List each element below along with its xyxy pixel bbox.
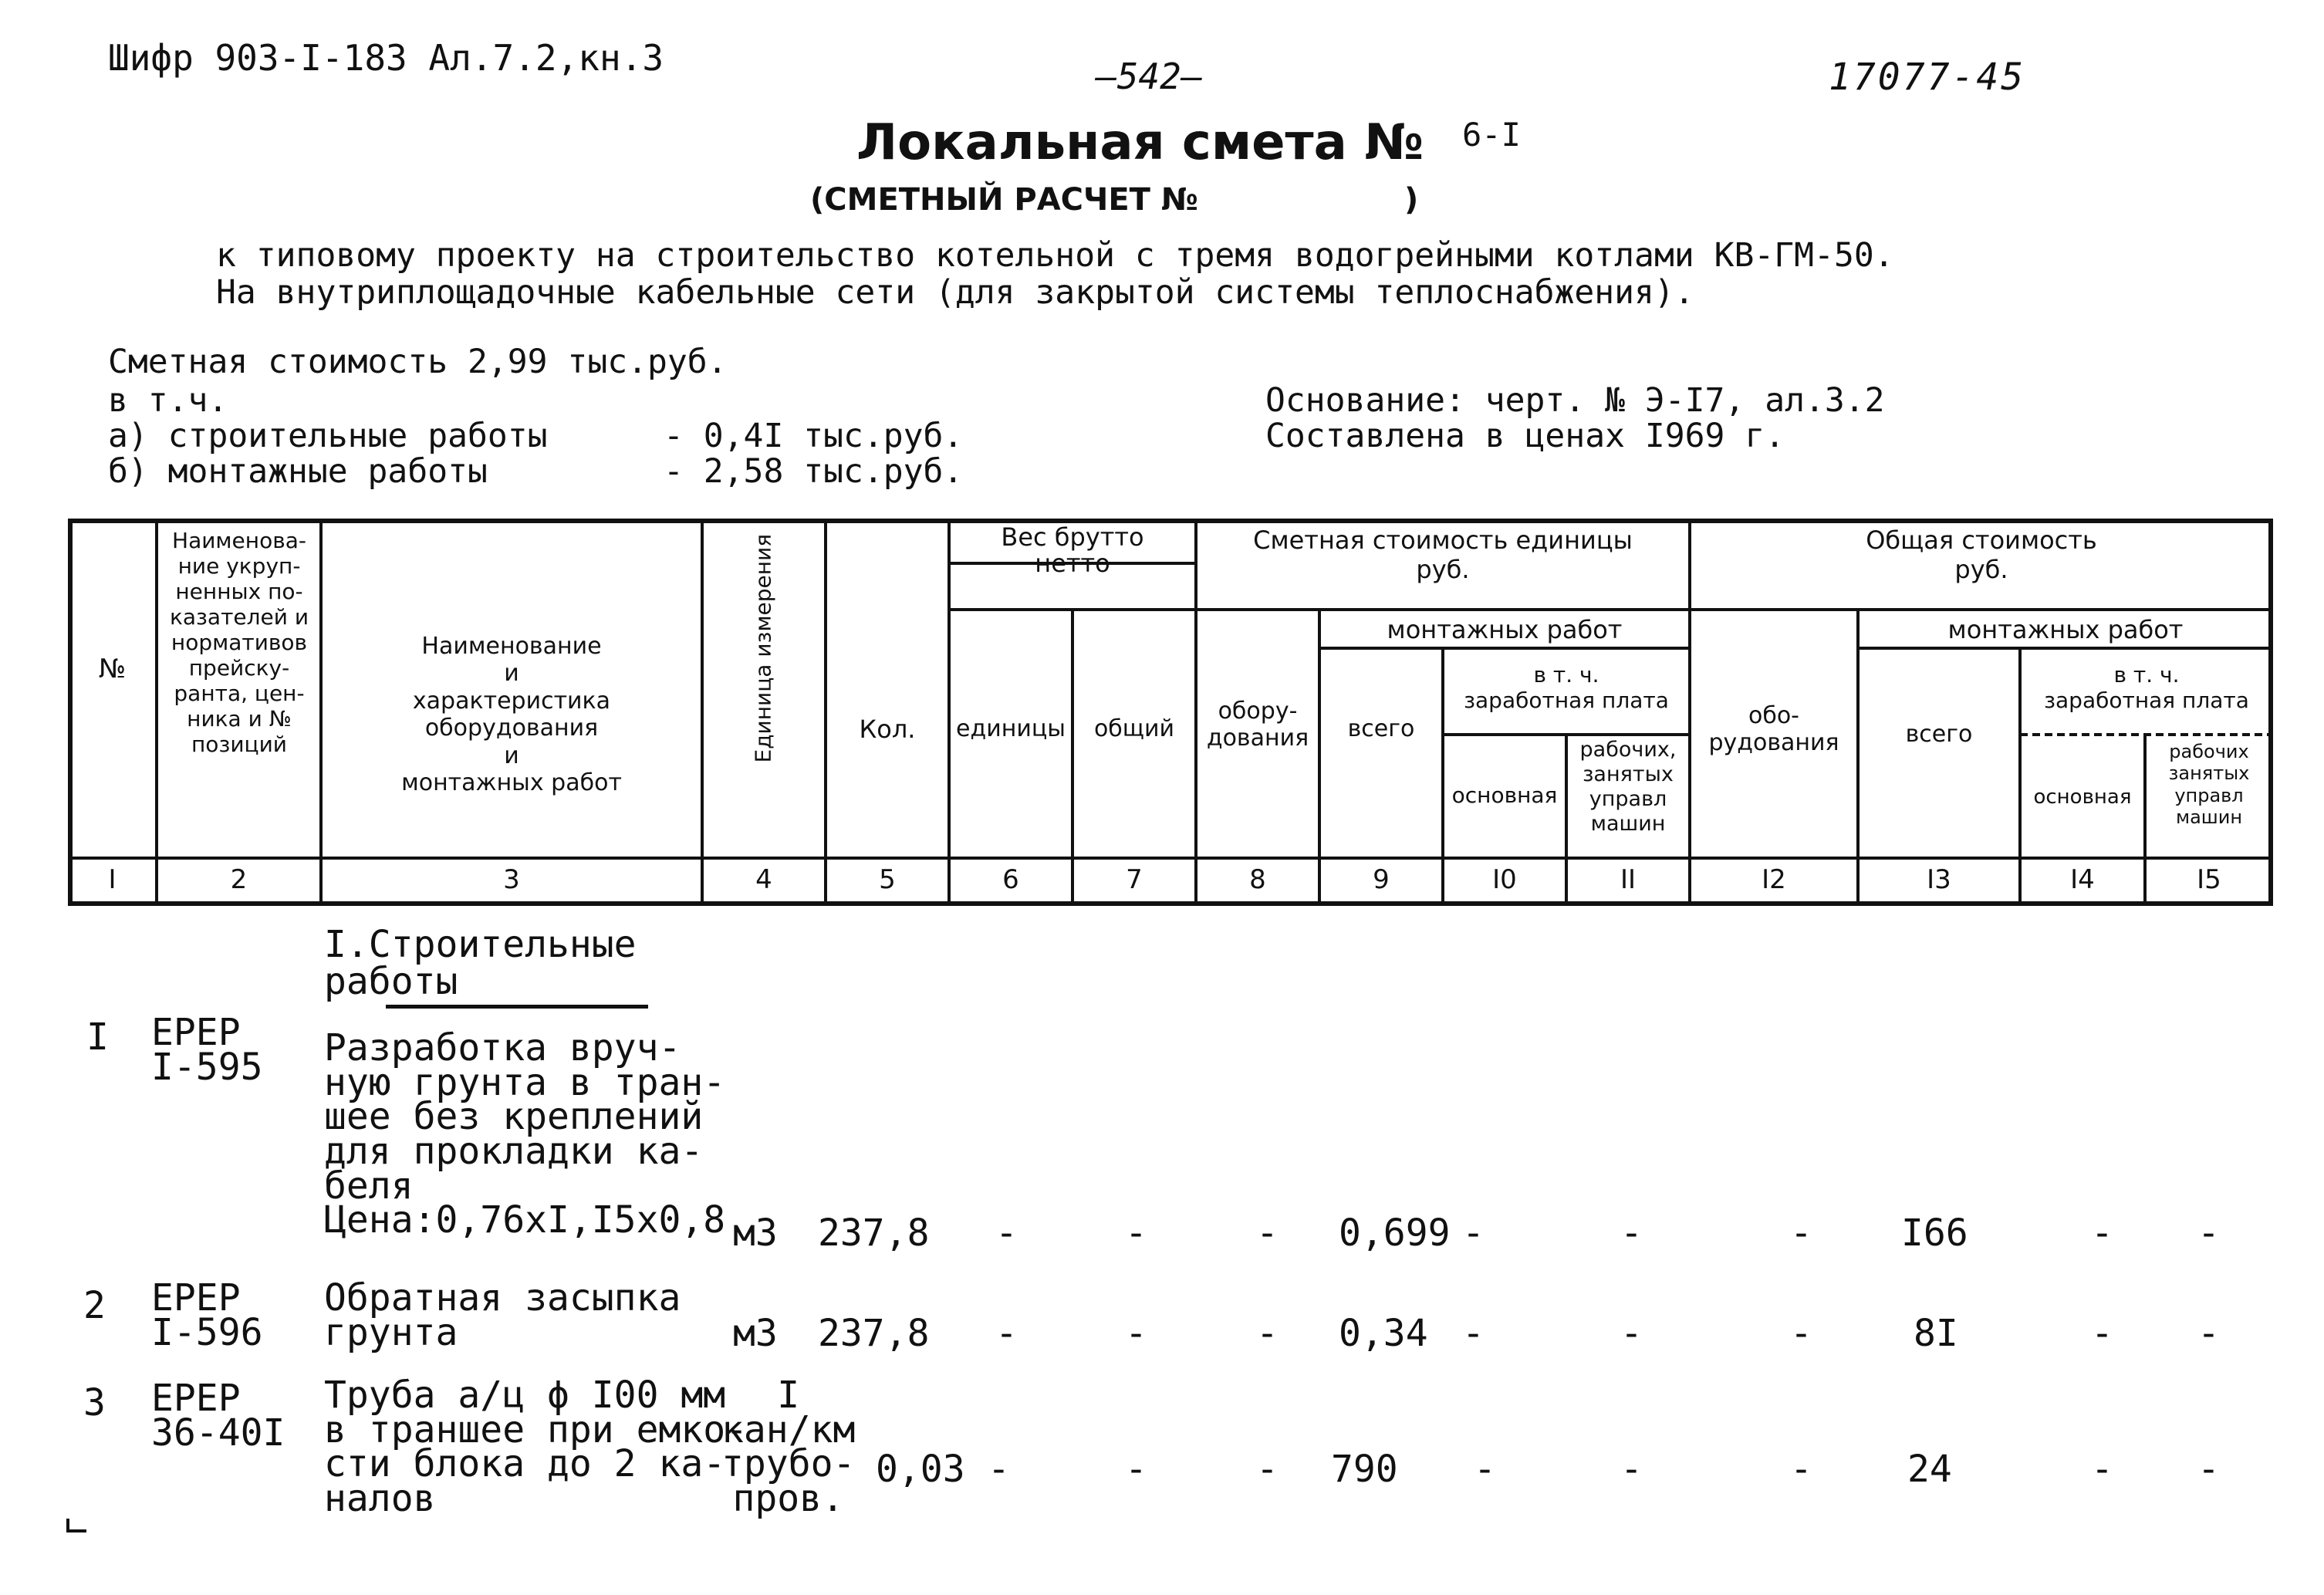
- row-machine-total: -: [2197, 1448, 2220, 1491]
- total-cost: Сметная стоимость 2,99 тыс.руб.: [108, 343, 728, 381]
- construction-cost-label: а) строительные работы: [108, 417, 548, 455]
- column-9-header: всего: [1347, 715, 1415, 742]
- page-subtitle: (СМЕТНЫЙ РАСЧЕТ №: [810, 182, 1198, 218]
- column-15-header: рабочих занятых управл машин: [2168, 741, 2250, 828]
- column-3-header: Наименование и характеристика оборудования и монтажных работ: [401, 633, 622, 796]
- including-label: в т.ч.: [108, 381, 228, 420]
- row-weight-unit: -: [995, 1211, 1018, 1255]
- estimate-number: 6-I: [1462, 116, 1521, 154]
- column-14-header: основная: [2033, 786, 2132, 809]
- basis-reference: Основание: черт. № Э-I7, ал.3.2: [1265, 381, 1885, 420]
- column-number: I4: [2070, 864, 2095, 895]
- row-unit: м3: [733, 1211, 778, 1255]
- row-unit: I кан/км трубо- пров.: [721, 1374, 856, 1520]
- row-equipment-total: -: [1790, 1312, 1812, 1355]
- row-quantity: 237,8: [818, 1312, 930, 1355]
- row-wage-unit: -: [1462, 1211, 1485, 1255]
- row-equipment-unit: -: [1256, 1211, 1279, 1255]
- row-equipment-total: -: [1790, 1448, 1812, 1491]
- price-year: Составлена в ценах I969 г.: [1265, 417, 1785, 455]
- row-number: 2: [83, 1284, 106, 1327]
- row-wage-total: -: [2091, 1448, 2113, 1491]
- total-wage-group-header: в т. ч. заработная плата: [2044, 662, 2249, 714]
- row-mounting-unit: 0,699: [1339, 1211, 1451, 1255]
- row-name: Разработка вруч- ную грунта в тран- шее без креплений для прокладки ка- беля Цена:0,76хI,I5х0,8: [324, 1026, 726, 1242]
- unit-cost-group-header: Сметная стоимость единицы руб.: [1253, 525, 1633, 584]
- column-11-header: рабочих, занятых управл машин: [1579, 738, 1677, 836]
- row-equipment-unit: -: [1256, 1448, 1279, 1491]
- row-unit: м3: [733, 1312, 778, 1355]
- mounting-cost-value: - 2,58 тыс.руб.: [664, 452, 964, 491]
- row-number: I: [86, 1015, 109, 1059]
- column-4-header: Единица измерения: [750, 533, 776, 763]
- row-quantity: 237,8: [818, 1211, 930, 1255]
- row-machine-total: -: [2197, 1312, 2220, 1355]
- column-number: 8: [1249, 864, 1266, 895]
- column-13-header: всего: [1905, 721, 1973, 748]
- column-1-header: №: [98, 654, 127, 684]
- row-code: ЕРЕР I-595: [151, 1011, 263, 1089]
- column-number: 5: [879, 864, 896, 895]
- row-code: ЕРЕР I-596: [151, 1276, 263, 1354]
- row-wage-unit: -: [1474, 1448, 1496, 1491]
- total-mounting-group-header: монтажных работ: [1947, 615, 2184, 644]
- estimate-table-header: [68, 519, 2273, 906]
- row-code: ЕРЕР 36-40I: [151, 1377, 285, 1455]
- row-mounting-total: 24: [1907, 1448, 1952, 1491]
- column-6-header: единицы: [956, 715, 1066, 742]
- row-weight-unit: -: [988, 1448, 1010, 1491]
- row-quantity: 0,03: [876, 1448, 965, 1491]
- row-weight-unit: -: [995, 1312, 1018, 1355]
- row-mounting-total: I66: [1901, 1211, 1968, 1255]
- column-number: 9: [1373, 864, 1390, 895]
- row-machine-unit: -: [1620, 1448, 1643, 1491]
- row-name: Труба а/ц ϕ I00 мм в траншее при емко- сти блока до 2 ка- налов: [324, 1374, 748, 1520]
- page-corner-mark: [66, 1519, 86, 1532]
- column-number: 4: [755, 864, 772, 895]
- column-number: 2: [230, 864, 248, 895]
- row-wage-total: -: [2091, 1211, 2113, 1255]
- column-number: 3: [503, 864, 520, 895]
- column-5-header: Кол.: [859, 715, 916, 744]
- document-number: 17077-45: [1829, 56, 2026, 99]
- construction-cost-value: - 0,4I тыс.руб.: [664, 417, 964, 455]
- project-purpose-line-1: к типовому проекту на строительство котельной с тремя водогрейными котлами КВ-ГМ-50.: [216, 236, 1894, 275]
- weight-group-header: Вес брутто нетто: [1001, 522, 1144, 578]
- row-machine-unit: -: [1620, 1312, 1643, 1355]
- row-number: 3: [83, 1381, 106, 1424]
- column-8-header: обору- дования: [1206, 698, 1309, 752]
- row-machine-total: -: [2197, 1211, 2220, 1255]
- row-name: Обратная засыпка грунта: [324, 1276, 681, 1354]
- row-equipment-unit: -: [1256, 1312, 1279, 1355]
- row-mounting-total: 8I: [1914, 1312, 1958, 1355]
- row-weight-total: -: [1125, 1211, 1147, 1255]
- column-7-header: общий: [1093, 715, 1175, 742]
- column-number: I3: [1927, 864, 1951, 895]
- unit-wage-group-header: в т. ч. заработная плата: [1464, 662, 1669, 714]
- total-cost-group-header: Общая стоимость руб.: [1866, 525, 2097, 584]
- section-title: I.Строительные работы: [324, 923, 637, 1003]
- row-equipment-total: -: [1790, 1211, 1812, 1255]
- column-number: I0: [1492, 864, 1517, 895]
- column-12-header: обо- рудования: [1708, 702, 1839, 757]
- subtitle-close: ): [1404, 182, 1419, 218]
- unit-mounting-group-header: монтажных работ: [1387, 615, 1623, 644]
- row-mounting-unit: 0,34: [1339, 1312, 1428, 1355]
- column-10-header: основная: [1451, 782, 1558, 808]
- row-weight-total: -: [1125, 1312, 1147, 1355]
- column-2-header: Наименова- ние укруп- ненных по- казателей и нормативов прейску- ранта, цен- ника и № позиций: [169, 528, 309, 758]
- page-number: —542—: [1096, 56, 1203, 97]
- row-weight-total: -: [1125, 1448, 1147, 1491]
- section-underline: [386, 1005, 648, 1009]
- column-number: 7: [1126, 864, 1143, 895]
- row-wage-total: -: [2091, 1312, 2113, 1355]
- column-number: I: [108, 864, 117, 895]
- column-number: I5: [2197, 864, 2221, 895]
- column-number: II: [1620, 864, 1637, 895]
- row-machine-unit: -: [1620, 1211, 1643, 1255]
- page-title: Локальная смета №: [856, 114, 1424, 171]
- document-cipher: Шифр 903-I-183 Ал.7.2,кн.3: [108, 37, 664, 79]
- column-number: 6: [1002, 864, 1019, 895]
- project-purpose-line-2: На внутриплощадочные кабельные сети (для закрытой системы теплоснабжения).: [216, 273, 1694, 312]
- mounting-cost-label: б) монтажные работы: [108, 452, 488, 491]
- column-number: I2: [1762, 864, 1786, 895]
- row-wage-unit: -: [1462, 1312, 1485, 1355]
- row-mounting-unit: 790: [1331, 1448, 1398, 1491]
